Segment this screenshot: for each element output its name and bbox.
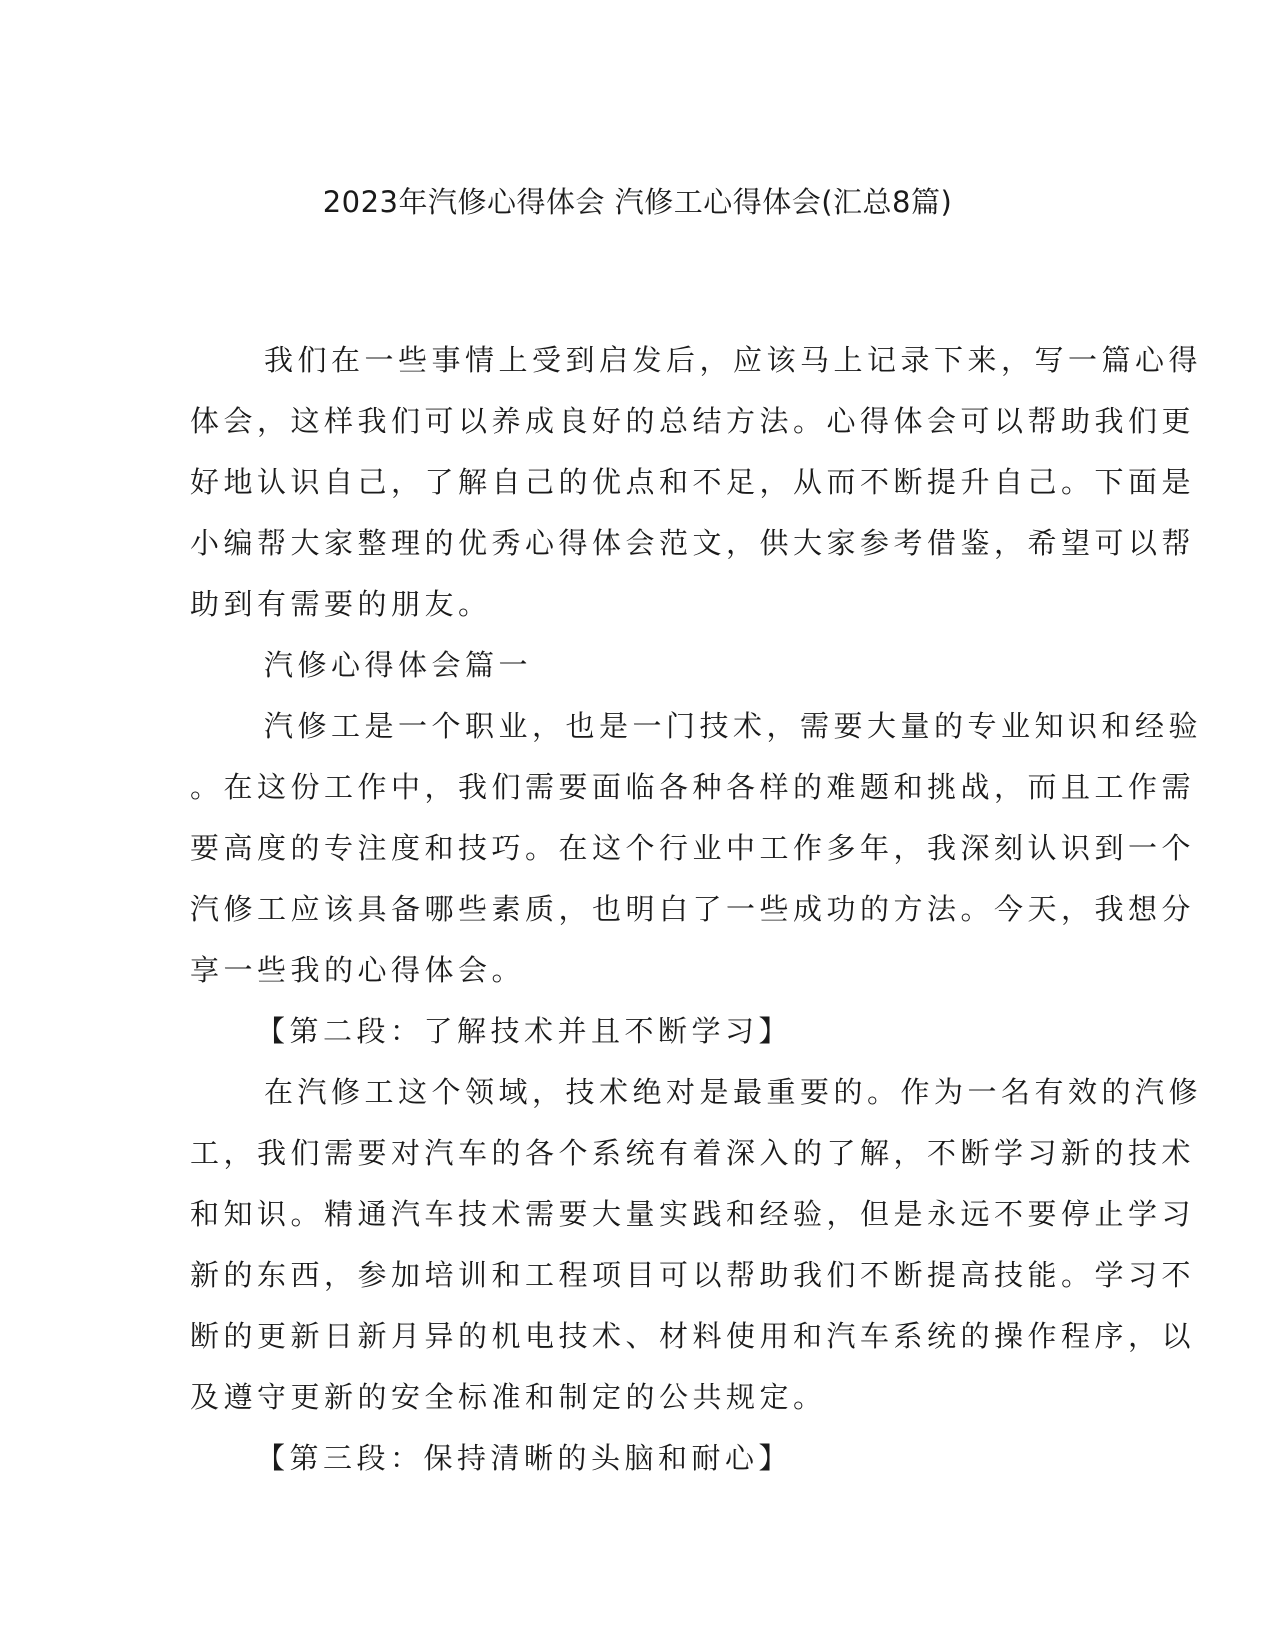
paragraph-line: 新的东西，参加培训和工程项目可以帮助我们不断提高技能。学习不: [190, 1258, 1196, 1292]
paragraph-line: 汽修工应该具备哪些素质，也明白了一些成功的方法。今天，我想分: [190, 892, 1196, 926]
paragraph-line: 要高度的专注度和技巧。在这个行业中工作多年，我深刻认识到一个: [190, 831, 1196, 865]
section-heading: 汽修心得体会篇一: [264, 648, 533, 682]
paragraph-line: 我们在一些事情上受到启发后，应该马上记录下来，写一篇心得: [264, 343, 1203, 377]
paragraph-line: 在汽修工这个领域，技术绝对是最重要的。作为一名有效的汽修: [264, 1075, 1203, 1109]
paragraph-line: 助到有需要的朋友。: [190, 587, 492, 621]
section-heading: 【第三段：保持清晰的头脑和耐心】: [256, 1441, 793, 1475]
document-body: [190, 330, 1203, 1489]
paragraph-line: 享一些我的心得体会。: [190, 953, 526, 987]
paragraph-line: 好地认识自己，了解自己的优点和不足，从而不断提升自己。下面是: [190, 465, 1196, 499]
paragraph-line: 体会，这样我们可以养成良好的总结方法。心得体会可以帮助我们更: [190, 404, 1196, 438]
paragraph-line: 工，我们需要对汽车的各个系统有着深入的了解，不断学习新的技术: [190, 1136, 1196, 1170]
paragraph-line: 汽修工是一个职业，也是一门技术，需要大量的专业知识和经验: [264, 709, 1203, 743]
document-title: 2023年汽修心得体会 汽修工心得体会(汇总8篇): [322, 185, 953, 219]
paragraph-line: 断的更新日新月异的机电技术、材料使用和汽车系统的操作程序，以: [190, 1319, 1196, 1353]
section-heading: 【第二段：了解技术并且不断学习】: [256, 1014, 793, 1048]
paragraph-line: 小编帮大家整理的优秀心得体会范文，供大家参考借鉴，希望可以帮: [190, 526, 1196, 560]
paragraph-line: 和知识。精通汽车技术需要大量实践和经验，但是永远不要停止学习: [190, 1197, 1196, 1231]
paragraph-line: 。在这份工作中，我们需要面临各种各样的难题和挑战，而且工作需: [190, 770, 1196, 804]
paragraph-line: 及遵守更新的安全标准和制定的公共规定。: [190, 1380, 827, 1414]
